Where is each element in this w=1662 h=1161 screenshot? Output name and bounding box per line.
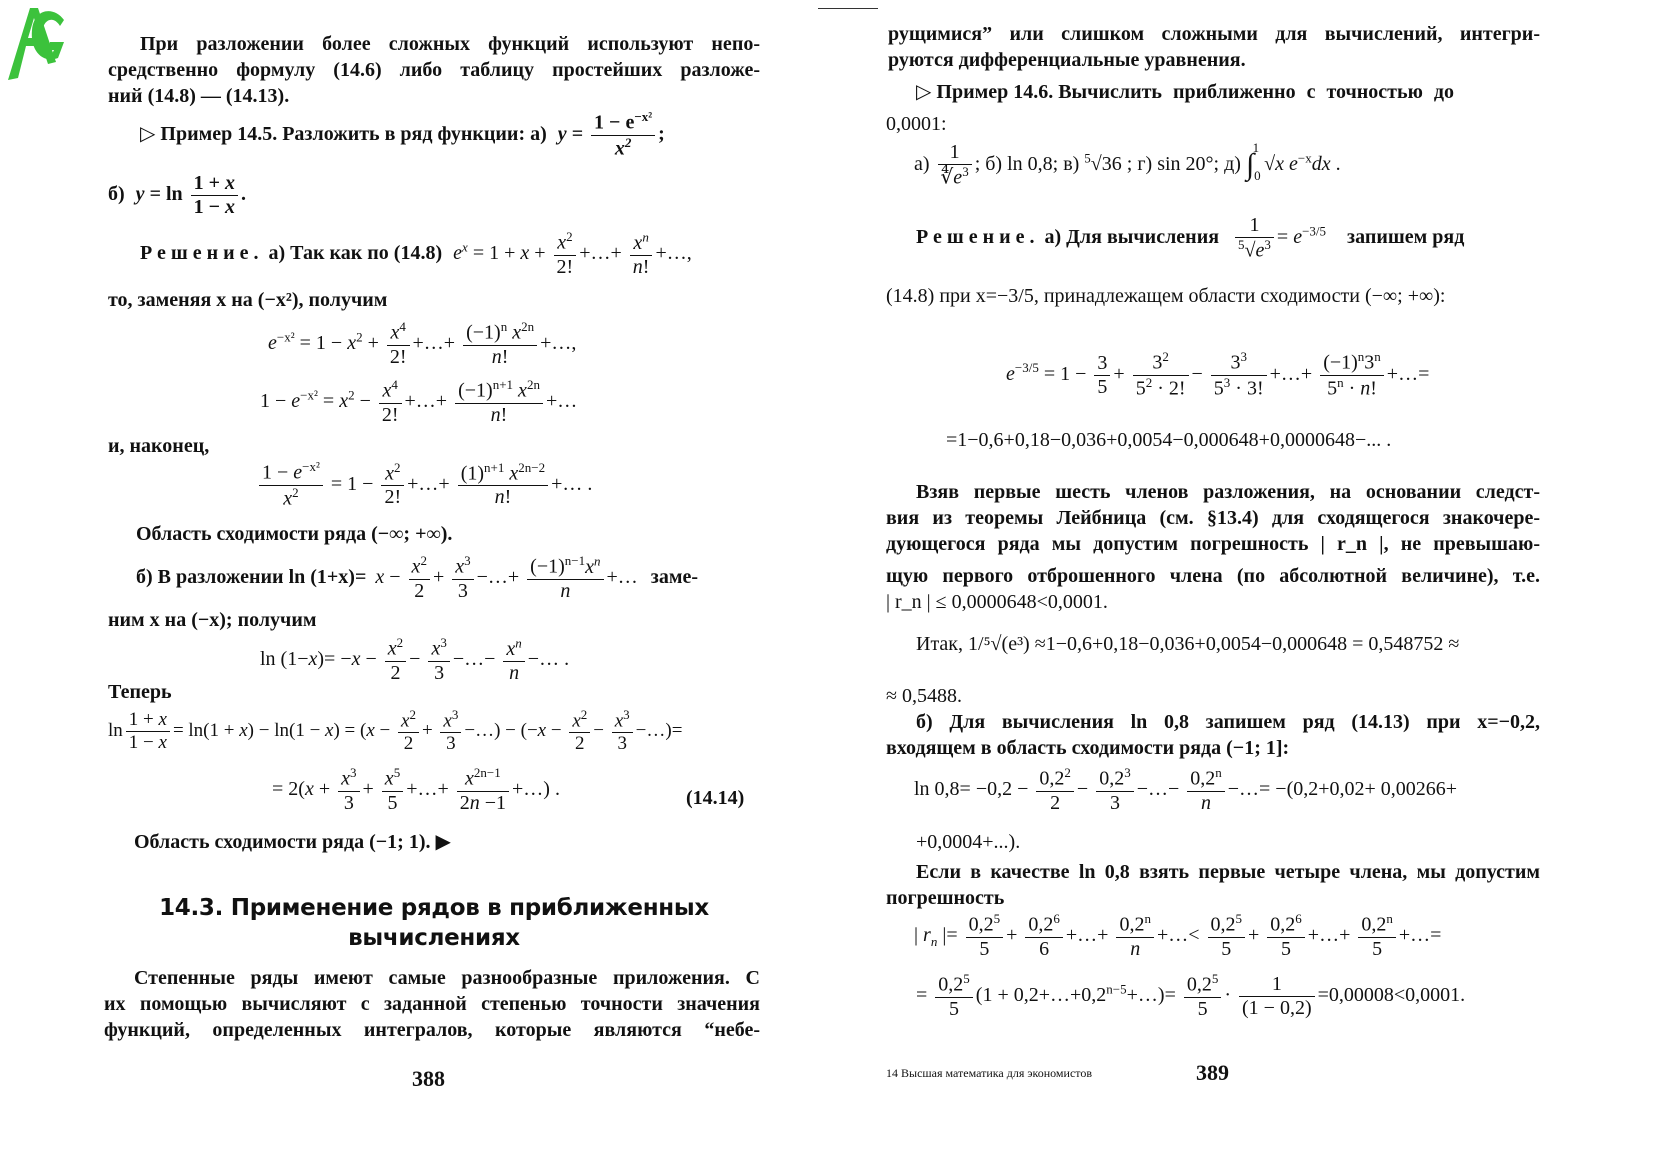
example-14-6 [916, 80, 1540, 104]
solution-6-word: Решение. [916, 225, 1040, 248]
error-line-2: погрешность [886, 887, 1005, 909]
solution-word: Решение. [140, 241, 264, 264]
equation-1: $e^{-x^2} = 1 - x^2$ + $\frac{x^4}{2!}$ +…+ $\frac{(-1)^n x^{2n}}{n!}$ +…, [268, 319, 577, 368]
example-6-text: Вычислить приближенно с точностью до [1058, 81, 1454, 103]
convergence-2: Область сходимости ряда (−1; 1). ▶ [134, 831, 451, 853]
leibniz-line-5: | r_n | ≤ 0,0000648<0,0001. [886, 591, 1108, 613]
error-sum-equation: = $\frac{0,2^5}{5}$ $(1 + 0,2+\dots+0,2^{n-5}+\dots)=$ $\frac{0,2^5}{5}$ · $\frac{1}{(1 - 0,2)}$ =0,00008<0,0001. [916, 971, 1466, 1020]
section-heading-line-2: вычислениях [348, 925, 520, 951]
last-paragraph-line-1: Степенные ряды имеют самые разнообразные приложения. С [134, 967, 760, 989]
equation-5: ln $\frac{1 + x}{1 - x}$ = ln(1 + x) − ln(1 − x) = (x − $\frac{x^2}{2}$ + $\frac{x^3}{3}$ −…) − (−x − $\frac{x^2}{2}$ − $\frac{x^3}{3}$ −…)= [108, 707, 683, 755]
error-line-1: Если в качестве ln 0,8 взять первые четыре члена, мы допустим [916, 861, 1540, 883]
example-text: Разложить в ряд функции: а) [282, 122, 547, 145]
solution-6-text: а) Для вычисления [1044, 225, 1220, 248]
last-paragraph-line-2: их помощью вычисляют с заданной степенью точности значения [104, 993, 760, 1015]
approx-result: ≈ 0,5488. [886, 685, 962, 707]
example-marker: ▷ [140, 122, 156, 145]
ln08-continuation: +0,0004+...). [916, 831, 1021, 853]
part-b-tail: заме- [650, 565, 698, 588]
equation-number-14-14: (14.14) [686, 787, 745, 809]
page-number-left: 388 [412, 1066, 445, 1091]
leibniz-line-3: дующегося ряда мы допустим погрешность | r_n |, не превышаю- [886, 533, 1540, 555]
solution-text: а) Так как по (14.8) [268, 241, 443, 264]
now-text: Теперь [108, 681, 172, 703]
equation-6: = 2(x + $\frac{x^3}{3}$ + $\frac{x^5}{5}$ +…+ $\frac{x^{2n-1}}{2n -1}$ +…) . [272, 765, 560, 814]
part-6b-line-1: б) Для вычисления ln 0,8 запишем ряд (14.13) при x=−0,2, [916, 711, 1540, 733]
ln08-equation: ln 0,8= −0,2 − $\frac{0,2^2}{2}$ − $\frac{0,2^3}{3}$ −…− $\frac{0,2^n}{n}$ −…= −(0,2+0,02+ 0,00266+ [914, 765, 1458, 814]
intro-line-1: При разложении более сложных функций используют непо- [140, 33, 760, 55]
leibniz-line-1: Взяв первые шесть членов разложения, на основании следст- [916, 481, 1540, 503]
last-paragraph-line-3: функций, определенных интегралов, которые являются “небе- [104, 1019, 760, 1041]
example-14-5-b: б) y = ln $\frac{1 + x}{1 - x}$ . [108, 172, 247, 218]
at-point-text: (14.8) при x=−3/5, принадлежащем области сходимости (−∞; +∞): [886, 285, 1446, 307]
page-footer: 14 Высшая математика для экономистов [886, 1066, 1093, 1080]
part-b-text: б) В разложении ln (1+x)= [136, 565, 367, 588]
series-equation: $e^{-3/5} = 1$ − $\frac{3}{5}$ + $\frac{3^2}{5^2 \cdot 2!}$ − $\frac{3^3}{5^3 \cdot 3!}$ +…+ $\frac{(-1)^n3^n}{5^n \cdot n!}$ +…= [1006, 349, 1430, 400]
substitution-text: то, заменяя x на (−x²), получим [108, 289, 388, 311]
leibniz-line-4: щую первого отброшенного члена (по абсолютной величине), т.е. [886, 565, 1540, 587]
example-6-label: Пример 14.6. [936, 81, 1054, 103]
solution-a: Решение. а) Так как по (14.8) $e^x = 1 + x$ + $\frac{x^2}{2!}$ +…+ $\frac{x^n}{n!}$ +…, [140, 229, 692, 278]
part-6b-line-2: входящем в область сходимости ряда (−1; 1]: [886, 737, 1290, 759]
example-6-marker: ▷ [916, 81, 932, 103]
example-b-label: б) [108, 183, 125, 206]
finally-text: и, наконец, [108, 435, 210, 457]
top-line-2: руются дифференциальные уравнения. [888, 49, 1246, 71]
replace-text: ним x на (−x); получим [108, 609, 317, 631]
intro-line-3: ний (14.8) — (14.13). [108, 85, 290, 107]
numeric-series: =1−0,6+0,18−0,036+0,0054−0,000648+0,0000648−... . [946, 429, 1392, 451]
intro-line-2: средственно формулу (14.6) либо таблицу простейших разложе- [108, 59, 760, 81]
solution-6a: Решение. а) Для вычисления $\frac{1}{^5√e^3}$ = $e^{-3/5}$ запишем ряд [916, 214, 1465, 262]
convergence-1: Область сходимости ряда (−∞; +∞). [136, 523, 453, 545]
itak-line: Итак, 1/⁵√(e³) ≈1−0,6+0,18−0,036+0,0054−0,000648 = 0,548752 ≈ [916, 633, 1460, 655]
right-page [880, 0, 1662, 1161]
leibniz-line-2: вия из теоремы Лейбница (см. §13.4) для сходящегося знакочере- [886, 507, 1540, 529]
example-label: Пример 14.5. [160, 122, 278, 145]
section-heading-line-1: 14.3. Применение рядов в приближенных [159, 895, 709, 921]
equation-2: $1 - e^{-x^2} = x^2$ − $\frac{x^4}{2!}$ +…+ $\frac{(-1)^{n+1} x^{2n}}{n!}$ +… [260, 377, 578, 426]
top-rule [818, 8, 878, 9]
top-line-1: рущимися” или слишком сложными для вычислений, интегри- [888, 23, 1540, 45]
example-6-line-2: 0,0001: [886, 113, 947, 135]
error-bound-equation: | $r_n$ |= $\frac{0,2^5}{5}$ + $\frac{0,2^6}{6}$ +…+ $\frac{0,2^n}{n}$ +…< $\frac{0,2^5}{5}$ + $\frac{0,2^6}{5}$ +…+ $\frac{0,2^n}{5}$ +…= [914, 911, 1442, 960]
page-number-right: 389 [1196, 1060, 1229, 1085]
equation-3: $\frac{1 - e^{-x^2}}{x^2}$ = 1 − $\frac{x^2}{2!}$ +…+ $\frac{(1)^{n+1} x^{2n-2}}{n!}$ +… . [256, 460, 592, 510]
tasks-list: а) $\frac{1}{∜e^3}$ ; б) ln 0,8; в) $^5$√36 ; г) sin 20°; д) $\int_0^1$ √x $e^{-x}dx$ . [914, 140, 1341, 189]
left-page [0, 0, 820, 1161]
part-b-line: б) В разложении ln (1+x)= x − $\frac{x^2}{2}$ + $\frac{x^3}{3}$ −…+ $\frac{(-1)^{n-1}x^n}{n}$ +… заме- [136, 553, 698, 602]
at-point-line [886, 284, 1445, 308]
example-14-5: ▷ Пример 14.5. Разложить в ряд функции: а) y = $\frac{1 - e^{-x^2}}{x^2}$ ; [140, 109, 665, 160]
solution-6-tail: запишем ряд [1347, 225, 1465, 248]
equation-4: ln (1−x)= −x − $\frac{x^2}{2}$ − $\frac{x^3}{3}$ −…− $\frac{x^n}{n}$ −… . [260, 635, 570, 684]
